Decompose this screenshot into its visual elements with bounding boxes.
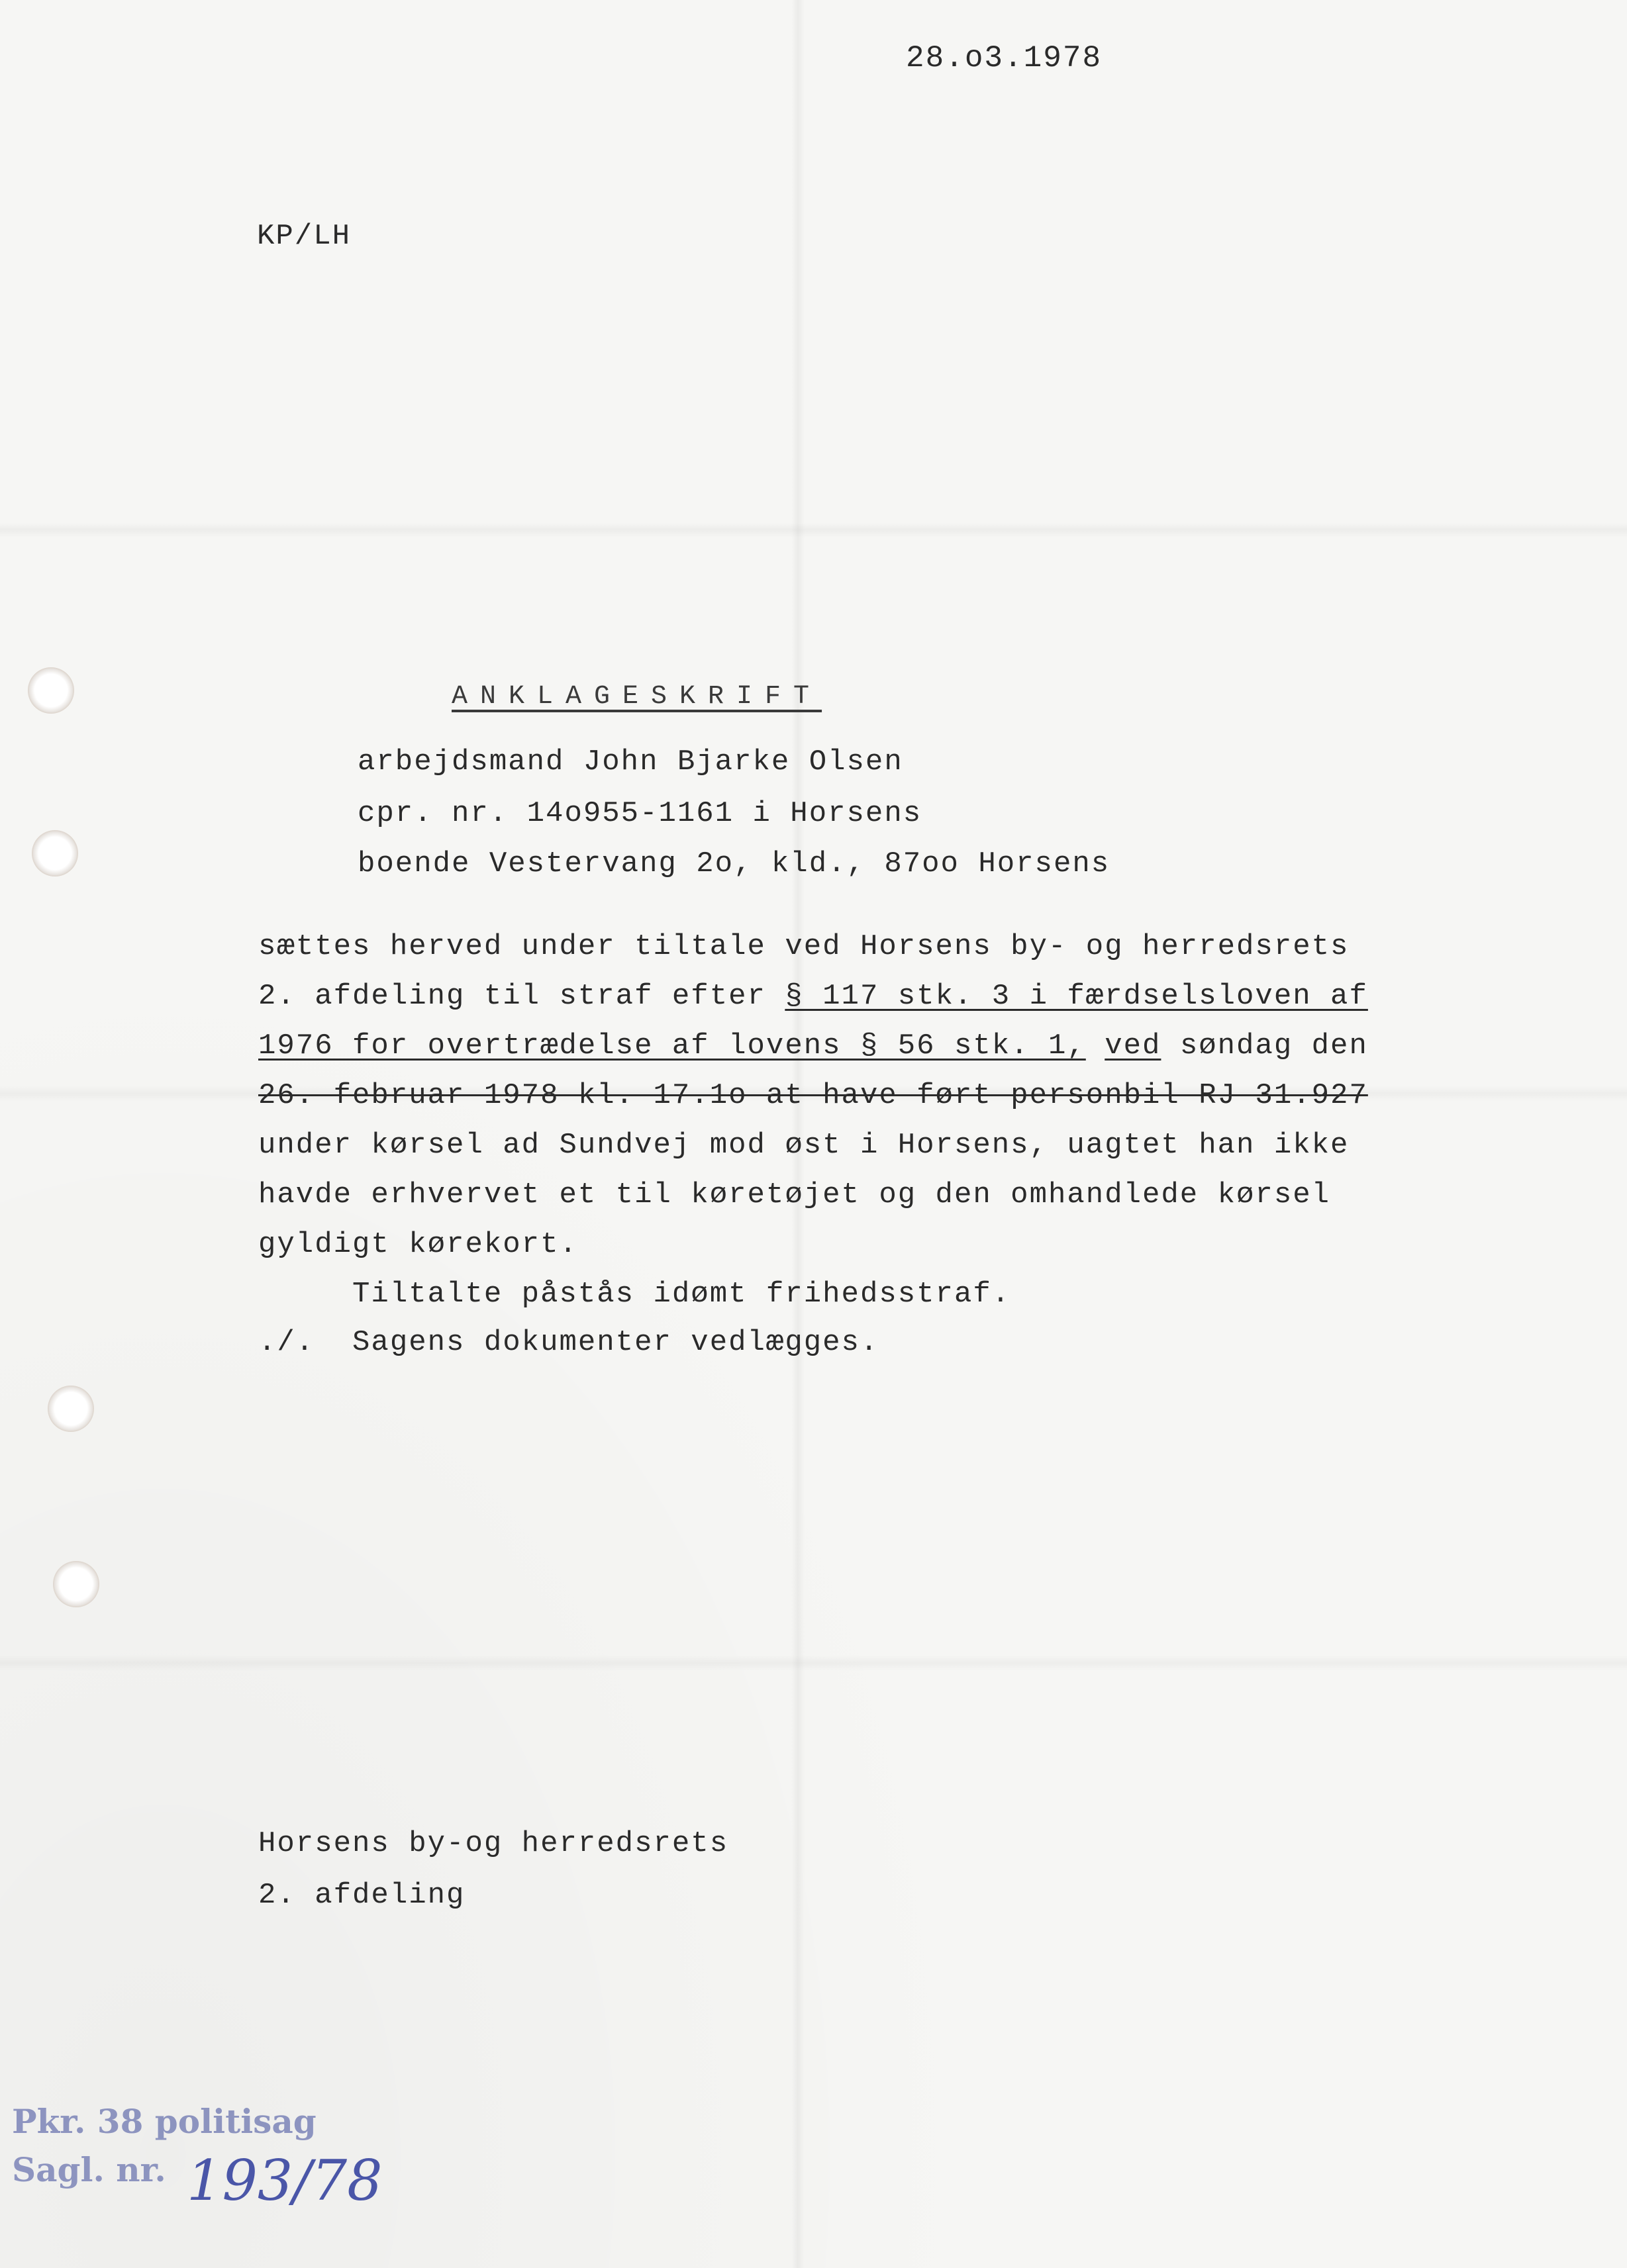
body-line: Tiltalte påstås idømt frihedsstraf. (258, 1278, 1011, 1311)
punch-hole (28, 667, 74, 714)
body-line: ./. Sagens dokumenter vedlægges. (258, 1326, 879, 1359)
court-department: 2. afdeling (258, 1879, 466, 1912)
stamp-line: Pkr. 38 politisag (12, 2102, 317, 2141)
body-text: søndag den (1161, 1029, 1368, 1063)
court-name: Horsens by-og herredsrets (258, 1827, 729, 1860)
law-reference-underlined: § 117 stk. 3 i færdselsloven af (785, 980, 1368, 1013)
body-line: under kørsel ad Sundvej mod øst i Horsens, uagtet han ikke (258, 1129, 1350, 1162)
defendant-name: arbejdsmand John Bjarke Olsen (358, 745, 903, 779)
document-date: 28.o3.1978 (906, 41, 1103, 75)
body-text (1086, 1029, 1105, 1063)
body-line (258, 1029, 1368, 1063)
stamp-line: Sagl. nr. (12, 2150, 166, 2189)
handwritten-case-number: 193/78 (187, 2148, 383, 2213)
defendant-address: boende Vestervang 2o, kld., 87oo Horsens (358, 847, 1110, 880)
underlined-word: ved (1105, 1029, 1161, 1063)
defendant-cpr: cpr. nr. 14o955-1161 i Horsens (358, 797, 922, 830)
body-line: 26. februar 1978 kl. 17.1o at have ført personbil RJ 31.927 (258, 1079, 1368, 1112)
reference-initials: KP/LH (257, 220, 352, 253)
punch-hole (48, 1386, 94, 1432)
body-line: havde erhvervet et til køretøjet og den omhandlede kørsel (258, 1178, 1331, 1211)
body-text: 2. afdeling til straf efter (258, 980, 785, 1013)
punch-hole (53, 1561, 99, 1607)
body-line (258, 980, 1368, 1013)
body-line: gyldigt kørekort. (258, 1228, 578, 1261)
punch-hole (32, 830, 78, 876)
law-reference-underlined: 1976 for overtrædelse af lovens § 56 stk. 1, (258, 1029, 1086, 1063)
document-title: ANKLAGESKRIFT (452, 682, 822, 712)
body-line: sættes herved under tiltale ved Horsens by- og herredsrets (258, 930, 1350, 963)
